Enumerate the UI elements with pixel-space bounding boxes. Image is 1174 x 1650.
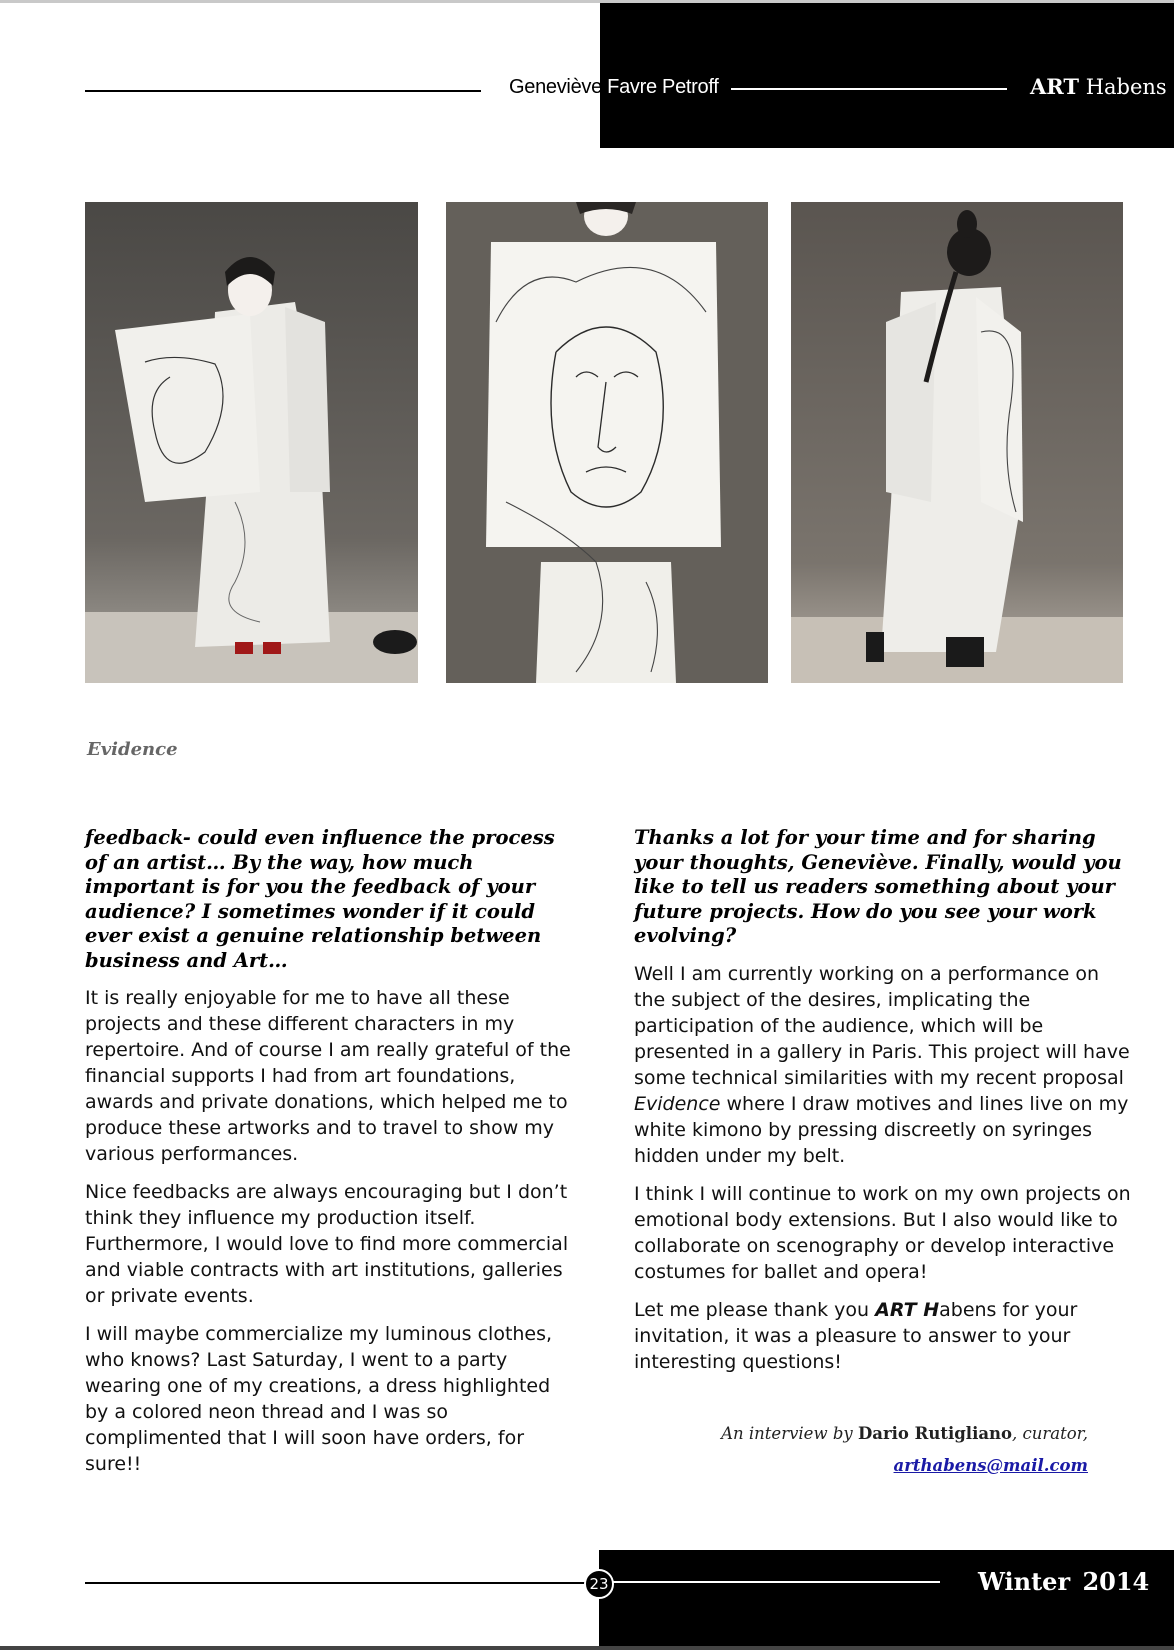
interview-credit xyxy=(640,1418,1088,1482)
interview-answer: It is really enjoyable for me to have all these projects and these different characters in my repertoire. And of course I am really grateful of the financial supports I had from art foundations, awards and private donations, which helped me to produce these artworks and to travel to show my various performances. xyxy=(85,987,571,1165)
answer-text: Let me please thank you xyxy=(634,1298,876,1321)
interview-answer xyxy=(634,961,1134,1169)
author-last-name: Favre Petroff xyxy=(601,76,719,98)
magazine-title-bold: ART xyxy=(1030,74,1080,99)
magazine-name-inline: ART H xyxy=(875,1298,940,1321)
interview-question: feedback- could even influence the process of an artist… By the way, how much important is for you the feedback of your audience? I sometimes wonder if it could ever exist a genuine relationship between business and Art… xyxy=(85,826,555,972)
header-magazine-title xyxy=(1030,74,1167,99)
answer-text: where I draw motives and lines live on my white kimono by pressing discreetly on syringes hidden under my belt. xyxy=(634,1092,1129,1167)
interview-answer: Nice feedbacks are always encouraging but I don’t think they influence my production itself. Furthermore, I would love to find more commercial and viable contracts with art institutions, galleries or private events. xyxy=(85,1181,569,1307)
page-number-badge: 23 xyxy=(584,1569,614,1599)
email-link[interactable]: arthabens@mail.com xyxy=(893,1456,1088,1475)
header-rule-left xyxy=(85,90,481,92)
answer-text: abens for your invitation, it was a pleasure to answer to your interesting questions! xyxy=(634,1298,1078,1373)
issue-label: Winter 2014 xyxy=(978,1567,1150,1596)
magazine-title-rest: Habens xyxy=(1079,75,1167,99)
right-column xyxy=(634,826,1134,1387)
photo-caption: Evidence xyxy=(87,739,178,760)
photo-performer-back-view xyxy=(791,202,1123,683)
photo-performer-front-arm-raised xyxy=(85,202,418,683)
footer-rule-right xyxy=(610,1581,940,1583)
interview-answer: I will maybe commercialize my luminous clothes, who knows? Last Saturday, I went to a party wearing one of my creations, a dress highlighted by a colored neon thread and I was so complimented that I will soon have orders, for sure!! xyxy=(85,1323,553,1475)
interview-answer xyxy=(634,1297,1134,1375)
header-rule-right xyxy=(731,88,1007,90)
interview-question: Thanks a lot for your time and for sharing your thoughts, Geneviève. Finally, would you like to tell us readers something about your future projects. How do you see your work evolving? xyxy=(634,826,1122,947)
photo-performer-face-drawing-sleeves xyxy=(446,202,768,683)
credit-prefix: An interview by xyxy=(721,1424,858,1443)
credit-suffix: , curator, xyxy=(1012,1424,1088,1443)
credit-line xyxy=(640,1418,1088,1450)
left-column xyxy=(85,826,575,1489)
interviewer-name: Dario Rutigliano xyxy=(857,1424,1013,1443)
header-author-name xyxy=(509,76,719,99)
artwork-title: Evidence xyxy=(634,1092,721,1115)
footer-rule-left xyxy=(85,1582,585,1584)
footer-black-band xyxy=(599,1550,1174,1646)
interview-answer: I think I will continue to work on my own projects on emotional body extensions. But I also would like to collaborate on scenography or develop interactive costumes for ballet and opera! xyxy=(634,1182,1131,1283)
author-first-name: Geneviève xyxy=(509,76,602,98)
answer-text: Well I am currently working on a performance on the subject of the desires, implicating the participation of the audience, which will be presented in a gallery in Paris. This project will have some technical similarities with my recent proposal xyxy=(634,962,1130,1089)
bottom-border xyxy=(0,1646,1174,1650)
